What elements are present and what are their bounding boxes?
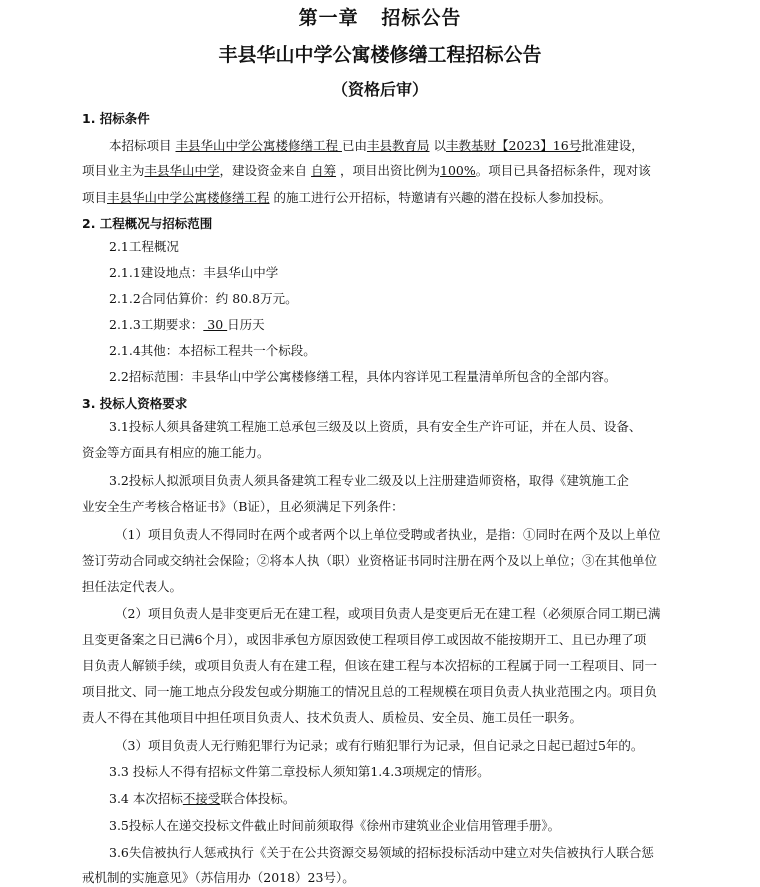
s3-p31-a: 3.1投标人须具备建筑工程施工总承包三级及以上资质，具有安全生产许可证，并在人员、设备、 <box>109 419 642 434</box>
s3-c2-c: 目负责人解锁手续，或项目负责人有在建工程，但该在建工程与本次招标的工程属于同一工程项目、同一 <box>82 658 658 673</box>
s3-p36-b: 戒机制的实施意见》（苏信用办（2018）23号）。 <box>82 870 355 885</box>
s3-p33: 3.3 投标人不得有招标文件第二章投标人须知第1.4.3项规定的情形。 <box>109 764 490 779</box>
s3-c2-e: 责人不得在其他项目中担任项目负责人、技术负责人、质检员、安全员、施工员任一职务。 <box>82 710 583 725</box>
s2-overview: 2.1工程概况 <box>109 239 179 254</box>
s3-p32-b: 业安全生产考核合格证书》（B证），且必须满足下列条件： <box>82 499 404 514</box>
s3-c1-a: （1）项目负责人不得同时在两个或者两个以上单位受聘或者执业，是指：①同时在两个及以上单位 <box>115 527 661 542</box>
s2-duration: 2.1.3工期要求： 30 日历天 <box>109 317 265 332</box>
document-title: 丰县华山中学公寓楼修缮工程招标公告 <box>218 44 542 66</box>
s3-p34: 3.4 本次招标不接受联合体投标。 <box>109 791 296 806</box>
s3-c2-d: 项目批文、同一施工地点分段发包或分期施工的情况且总的工程规模在项目负责人执业范围之内。项目负 <box>82 684 658 699</box>
s3-p35: 3.5投标人在递交投标文件截止时间前须取得《徐州市建筑业企业信用管理手册》。 <box>109 818 561 833</box>
s1-line-1: 本招标项目 丰县华山中学公寓楼修缮工程 已由丰县教育局 以丰教基财【2023】16号批准建设， <box>109 138 644 153</box>
chapter-title: 第一章 招标公告 <box>298 7 462 29</box>
approval-number: 丰教基财【2023】16号 <box>445 138 582 153</box>
approval-authority: 丰县教育局 <box>366 138 430 153</box>
fund-source: 自筹 <box>311 163 337 178</box>
s3-p36-a: 3.6失信被执行人惩戒执行《关于在公共资源交易领域的招标投标活动中建立对失信被执行人联合惩 <box>109 845 654 860</box>
duration-days: 30 <box>203 317 228 332</box>
fund-ratio: 100% <box>440 163 476 178</box>
s1-line-3: 项目丰县华山中学公寓楼修缮工程 的施工进行公开招标，特邀请有兴趣的潜在投标人参加投标。 <box>82 190 612 205</box>
project-name: 丰县华山中学公寓楼修缮工程 <box>175 138 342 153</box>
no-consortium: 不接受 <box>182 791 221 806</box>
s3-c3: （3）项目负责人无行贿犯罪行为记录；或有行贿犯罪行为记录，但自记录之日起已超过5年的。 <box>115 738 644 753</box>
project-owner: 丰县华山中学 <box>144 163 220 178</box>
s3-c1-c: 担任法定代表人。 <box>82 579 183 594</box>
section-1-heading: 1. 招标条件 <box>82 111 150 126</box>
s3-c2-b: 且变更备案之日已满6个月），或因非承包方原因致使工程项目停工或因故不能按期开工、且已办理了项 <box>82 632 647 647</box>
s3-p32-a: 3.2投标人拟派项目负责人须具备建筑工程专业二级及以上注册建造师资格，取得《建筑施工企 <box>109 473 629 488</box>
section-3-heading: 3. 投标人资格要求 <box>82 396 188 411</box>
s2-other: 2.1.4其他：本招标工程共一个标段。 <box>109 343 316 358</box>
s3-c1-b: 签订劳动合同或交纳社会保险；②将本人执（职）业资格证书同时注册在两个及以上单位；③在其他单位 <box>82 553 658 568</box>
s3-p31-b: 资金等方面具有相应的施工能力。 <box>82 445 270 460</box>
s2-price: 2.1.2合同估算价：约 80.8万元。 <box>109 291 298 306</box>
project-name-2: 丰县华山中学公寓楼修缮工程 <box>107 190 270 205</box>
document-subtitle: （资格后审） <box>331 80 428 99</box>
s3-c2-a: （2）项目负责人是非变更后无在建工程，或项目负责人是变更后无在建工程（必须原合同工期已满 <box>115 606 661 621</box>
s2-scope: 2.2招标范围：丰县华山中学公寓楼修缮工程，具体内容详见工程量清单所包含的全部内容。 <box>109 369 617 384</box>
s2-location: 2.1.1建设地点：丰县华山中学 <box>109 265 279 280</box>
s1-line-2: 项目业主为丰县华山中学，建设资金来自 自筹 ，项目出资比例为100%。项目已具备招标条件，现对该 <box>82 163 651 178</box>
section-2-heading: 2. 工程概况与招标范围 <box>82 216 213 231</box>
